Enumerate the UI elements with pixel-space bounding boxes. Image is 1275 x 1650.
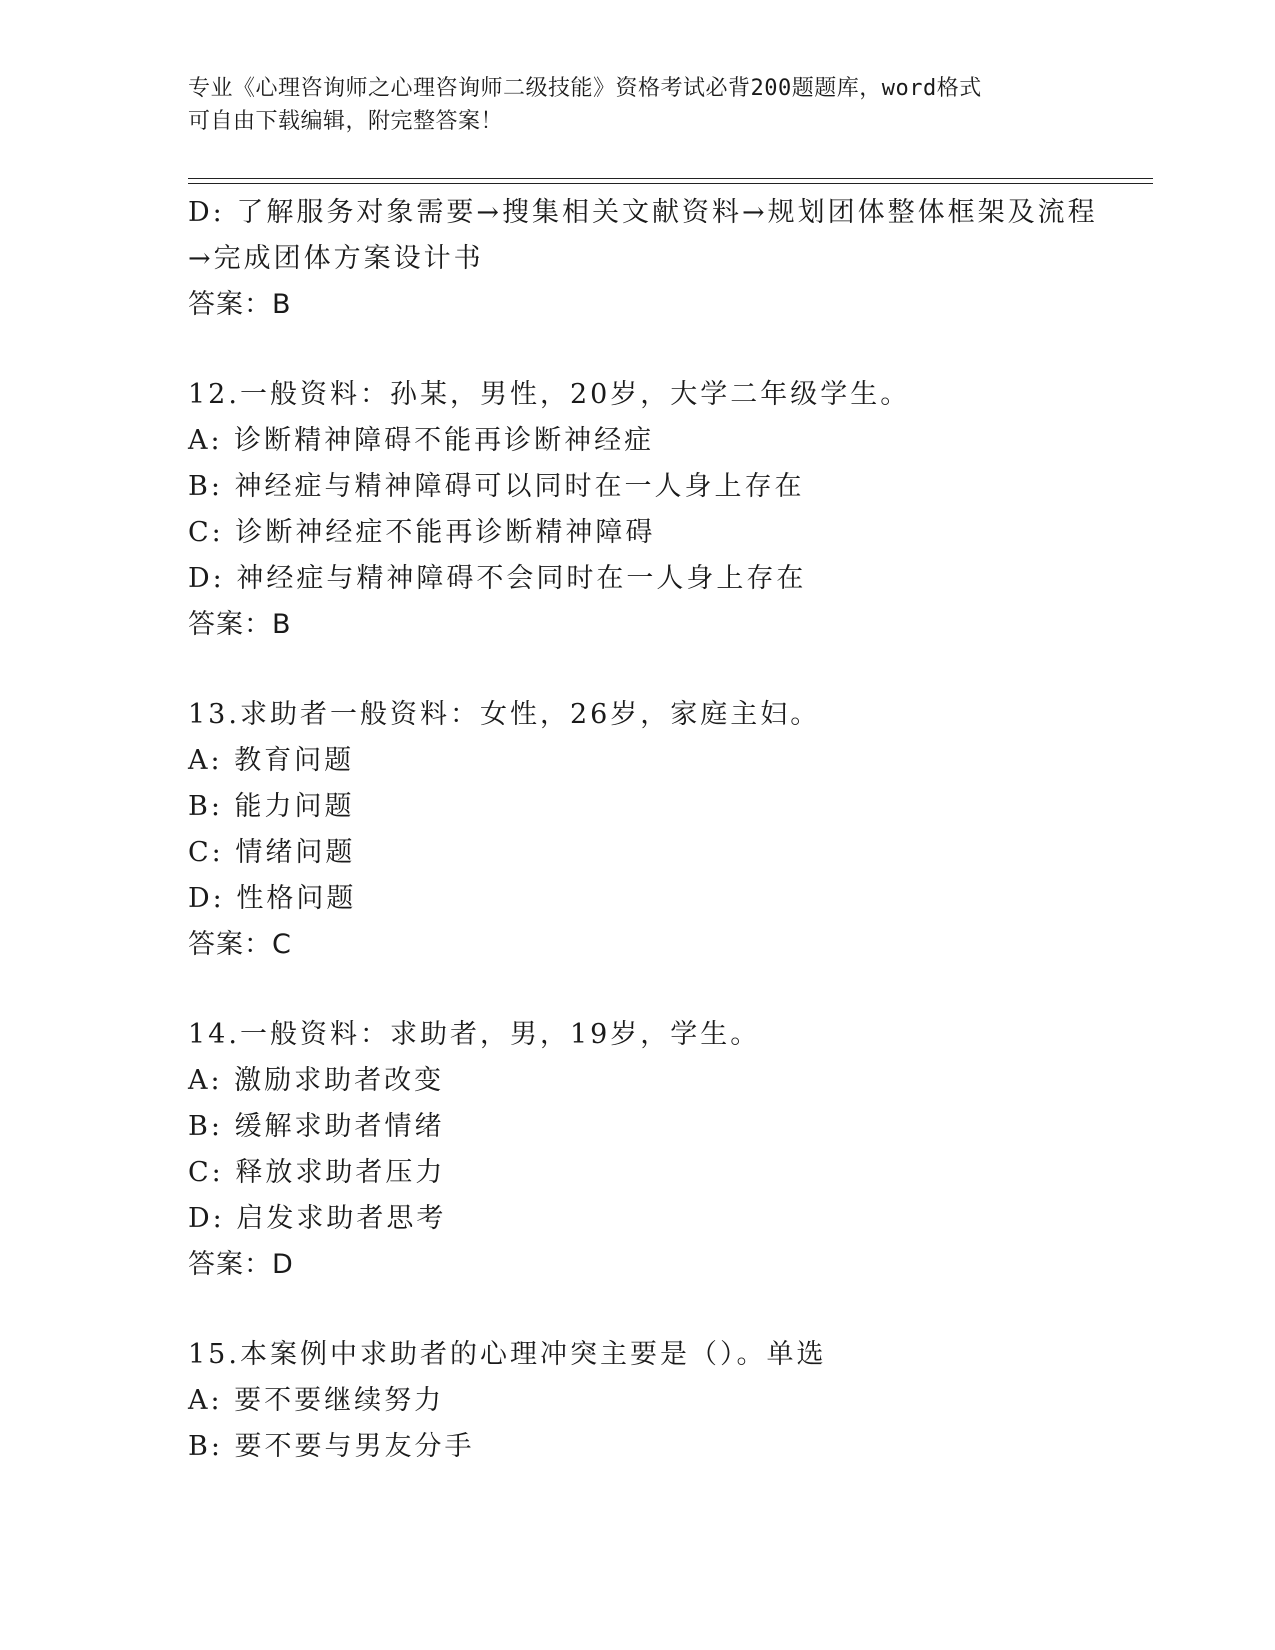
option-b: B: 缓解求助者情绪 — [188, 1111, 445, 1142]
answer-label: 答案：C — [188, 929, 292, 960]
option-c: C: 情绪问题 — [188, 837, 356, 868]
option-b: B: 神经症与精神障碍可以同时在一人身上存在 — [188, 471, 805, 502]
question-stem: 15.本案例中求助者的心理冲突主要是（）。单选 — [188, 1339, 827, 1370]
question-block — [188, 190, 1098, 328]
header-divider-bottom — [188, 183, 1153, 184]
option-a: A: 教育问题 — [188, 745, 355, 776]
question-block — [188, 1012, 1088, 1288]
answer-label: 答案：B — [188, 609, 292, 640]
option-d: D: 神经症与精神障碍不会同时在一人身上存在 — [188, 563, 807, 594]
option-a: A: 要不要继续努力 — [188, 1385, 445, 1416]
option-b: B: 能力问题 — [188, 791, 355, 822]
document-header — [188, 72, 1088, 138]
option-d: D: 了解服务对象需要→搜集相关文献资料→规划团体整体框架及流程 — [188, 197, 1098, 228]
option-d-continued: →完成团体方案设计书 — [188, 243, 484, 274]
option-d: D: 启发求助者思考 — [188, 1203, 447, 1234]
question-stem: 13.求助者一般资料：女性，26岁，家庭主妇。 — [188, 699, 821, 730]
question-block — [188, 372, 1088, 648]
question-stem: 14.一般资料：求助者，男，19岁，学生。 — [188, 1019, 761, 1050]
question-block — [188, 692, 1088, 968]
answer-label: 答案：B — [188, 289, 292, 320]
option-b: B: 要不要与男友分手 — [188, 1431, 475, 1462]
option-a: A: 诊断精神障碍不能再诊断神经症 — [188, 425, 655, 456]
header-line-2: 可自由下载编辑，附完整答案！ — [188, 109, 504, 134]
question-stem: 12.一般资料：孙某，男性，20岁，大学二年级学生。 — [188, 379, 911, 410]
option-c: C: 诊断神经症不能再诊断精神障碍 — [188, 517, 656, 548]
question-list — [188, 190, 1098, 1470]
answer-label: 答案：D — [188, 1249, 294, 1280]
option-d: D: 性格问题 — [188, 883, 357, 914]
question-block — [188, 1332, 1088, 1470]
option-c: C: 释放求助者压力 — [188, 1157, 446, 1188]
header-divider-top — [188, 178, 1153, 179]
option-a: A: 激励求助者改变 — [188, 1065, 445, 1096]
header-line-1: 专业《心理咨询师之心理咨询师二级技能》资格考试必背200题题库，word格式 — [188, 76, 982, 101]
